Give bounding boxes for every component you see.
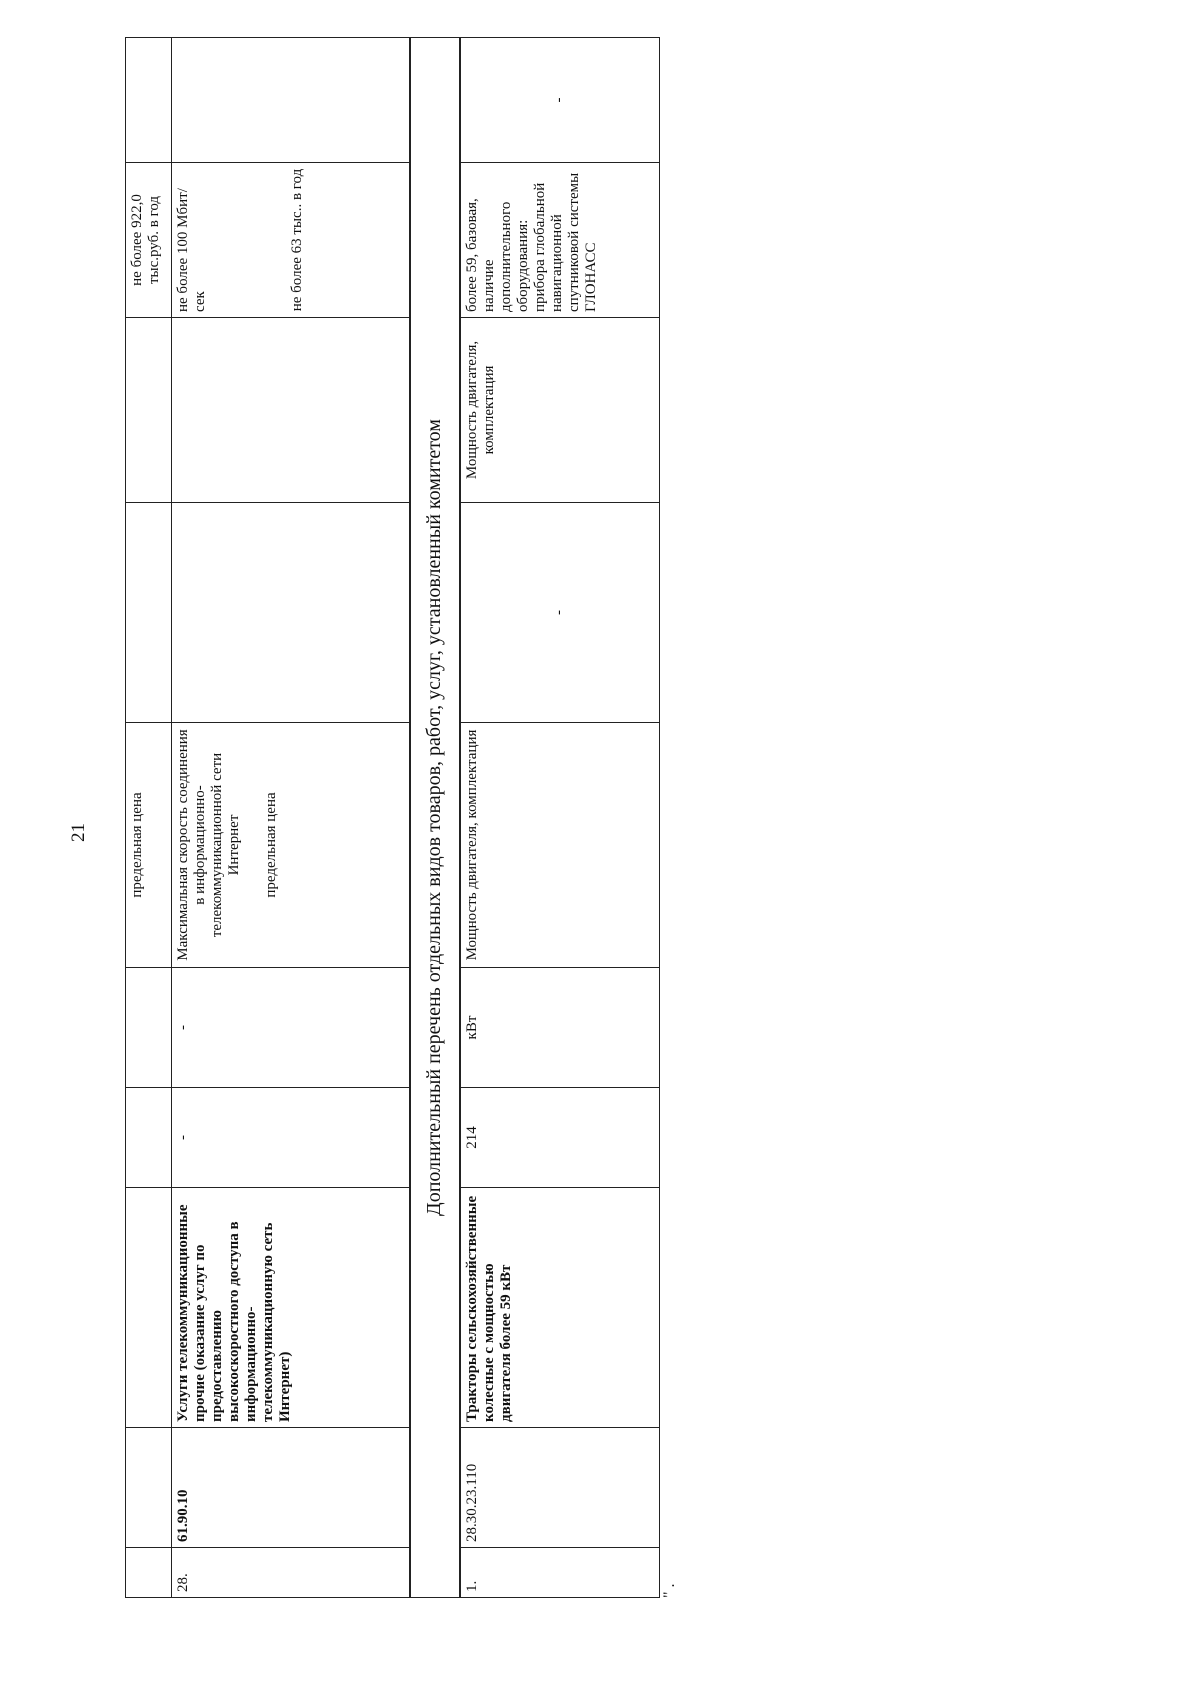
section-row: [410, 38, 460, 1598]
value: более 59, базовая, наличие дополнительного оборудования: прибора глобальной навигационной спутниковой системы ГЛОНАСС: [460, 163, 660, 318]
okpd-code: 61.90.10: [172, 1428, 410, 1548]
goods-table: [125, 37, 660, 1598]
table-row: [172, 38, 410, 1598]
characteristic: Мощность двигателя, комплектация: [460, 723, 660, 968]
item-name: Тракторы сельскохозяйственные колесные с мощностью двигателя более 59 кВт: [460, 1188, 660, 1428]
justification: -: [460, 38, 660, 163]
approved-value: -: [460, 503, 660, 723]
value-price: не более 63 тыс.. в год: [289, 168, 305, 312]
row-number: 1.: [460, 1548, 660, 1598]
table-row: [460, 38, 660, 1598]
item-name: Услуги телекоммуникационные прочие (оказание услуг по предоставлению высокоскоростного доступа в информационно-телекоммуникационную сеть Интернет): [172, 1188, 410, 1428]
characteristic-price: предельная цена: [263, 792, 279, 898]
value-speed: не более 100 Мбит/сек: [175, 188, 208, 312]
footnote-mark: " .: [661, 1583, 678, 1598]
table-row: [126, 38, 172, 1598]
characteristic: [172, 723, 410, 968]
price-label: предельная цена: [126, 723, 172, 968]
okei-code: 214: [460, 1088, 660, 1188]
unit: кВт: [460, 968, 660, 1088]
page-number: 21: [68, 823, 89, 842]
rotated-table-wrapper: [125, 38, 660, 1598]
unit: -: [172, 968, 410, 1088]
characteristic-speed: Максимальная скорость соединения в информационно-телекоммуникационной сети Интернет: [175, 729, 242, 961]
characteristic-b: Мощность двигателя, комплектация: [460, 318, 660, 503]
okei-code: -: [172, 1088, 410, 1188]
row-number: 28.: [172, 1548, 410, 1598]
okpd-code: 28.30.23.110: [460, 1428, 660, 1548]
section-title: Дополнительный перечень отдельных видов товаров, работ, услуг, установленный комитетом: [410, 38, 460, 1598]
value: [172, 163, 410, 318]
price-value: не более 922,0 тыс.руб. в год: [126, 163, 172, 318]
